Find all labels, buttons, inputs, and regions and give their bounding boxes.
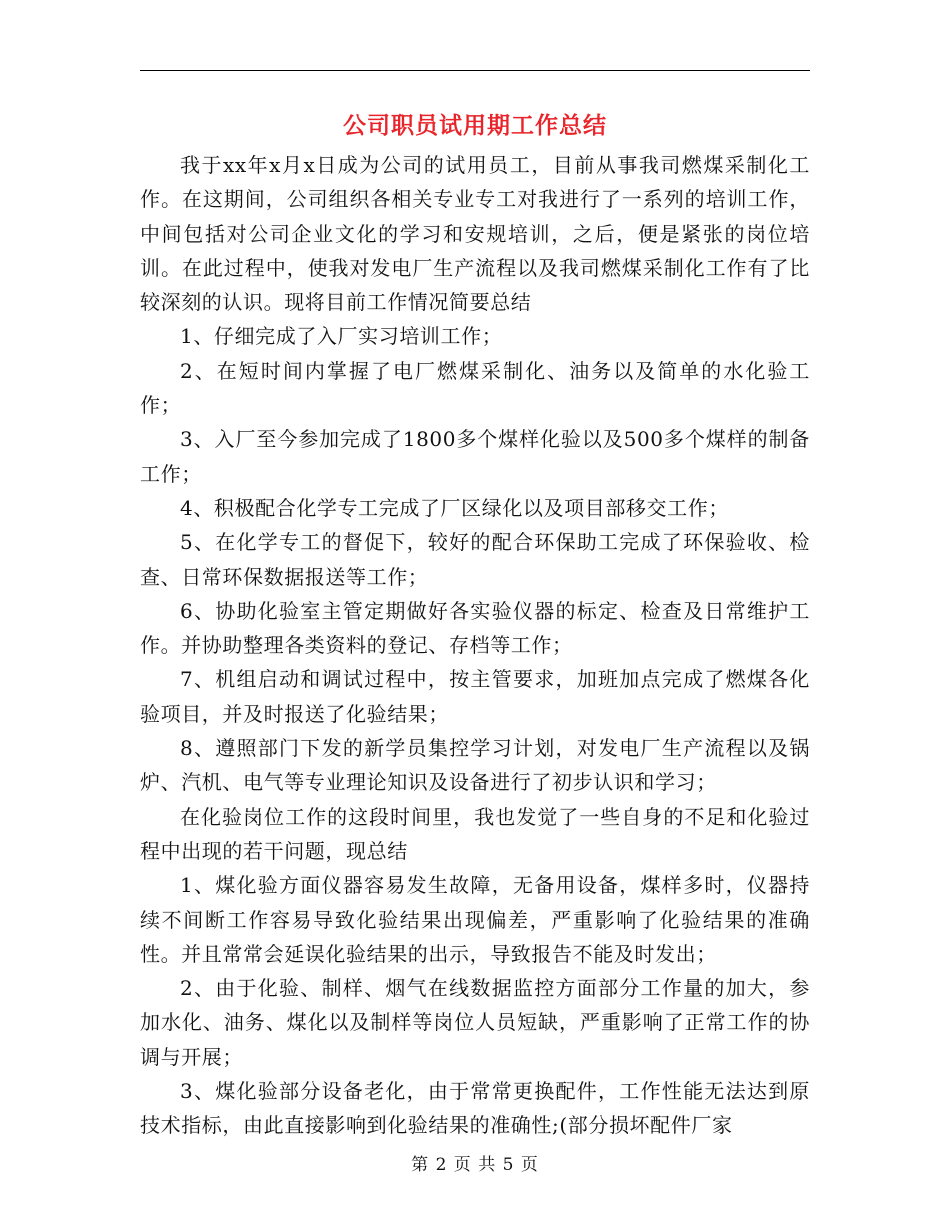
- problem-item-3: 3、煤化验部分设备老化，由于常常更换配件，工作性能无法达到原技术指标，由此直接影响到化验结果的准确性;(部分损坏配件厂家: [140, 1079, 810, 1138]
- achievement-item-3: 3、入厂至今参加完成了1800多个煤样化验以及500多个煤样的制备工作；: [140, 427, 810, 486]
- problem-item-1: 1、煤化验方面仪器容易发生故障，无备用设备，煤样多时，仪器持续不间断工作容易导致化验结果出现偏差，严重影响了化验结果的准确性。并且常常会延误化验结果的出示，导致报告不能及时发出；: [140, 873, 810, 966]
- header-rule: [140, 70, 810, 71]
- achievement-item-8: 8、遵照部门下发的新学员集控学习计划，对发电厂生产流程以及锅炉、汽机、电气等专业理论知识及设备进行了初步认识和学习；: [140, 736, 810, 795]
- achievement-item-6: 6、协助化验室主管定期做好各实验仪器的标定、检查及日常维护工作。并协助整理各类资料的登记、存档等工作；: [140, 598, 810, 658]
- document-title: 公司职员试用期工作总结: [343, 112, 607, 139]
- achievement-item-7: 7、机组启动和调试过程中，按主管要求，加班加点完成了燃煤各化验项目，并及时报送了化验结果；: [140, 667, 810, 726]
- achievement-item-2: 2、在短时间内掌握了电厂燃煤采制化、油务以及简单的水化验工作；: [140, 358, 810, 418]
- achievement-item-5: 5、在化学专工的督促下，较好的配合环保助工完成了环保验收、检查、日常环保数据报送等工作；: [140, 530, 810, 589]
- achievement-item-4: 4、积极配合化学专工完成了厂区绿化以及项目部移交工作；: [180, 495, 729, 520]
- achievement-item-1: 1、仔细完成了入厂实习培训工作；: [180, 324, 503, 349]
- problems-intro-paragraph: 在化验岗位工作的这段时间里，我也发觉了一些自身的不足和化验过程中出现的若干问题，现总结: [140, 804, 810, 863]
- page-number-footer: 第 2 页 共 5 页: [411, 1155, 539, 1175]
- intro-paragraph: 我于xx年x月x日成为公司的试用员工，目前从事我司燃煤采制化工作。在这期间，公司组织各相关专业专工对我进行了一系列的培训工作，中间包括对公司企业文化的学习和安规培训，之后，便是紧张的岗位培训。在此过程中，使我对发电厂生产流程以及我司燃煤采制化工作有了比较深刻的认识。现将目前工作情况简要总结: [140, 153, 810, 315]
- document-body: [140, 148, 810, 1143]
- problem-item-2: 2、由于化验、制样、烟气在线数据监控方面部分工作量的加大，参加水化、油务、煤化以及制样等岗位人员短缺，严重影响了正常工作的协调与开展；: [140, 976, 810, 1069]
